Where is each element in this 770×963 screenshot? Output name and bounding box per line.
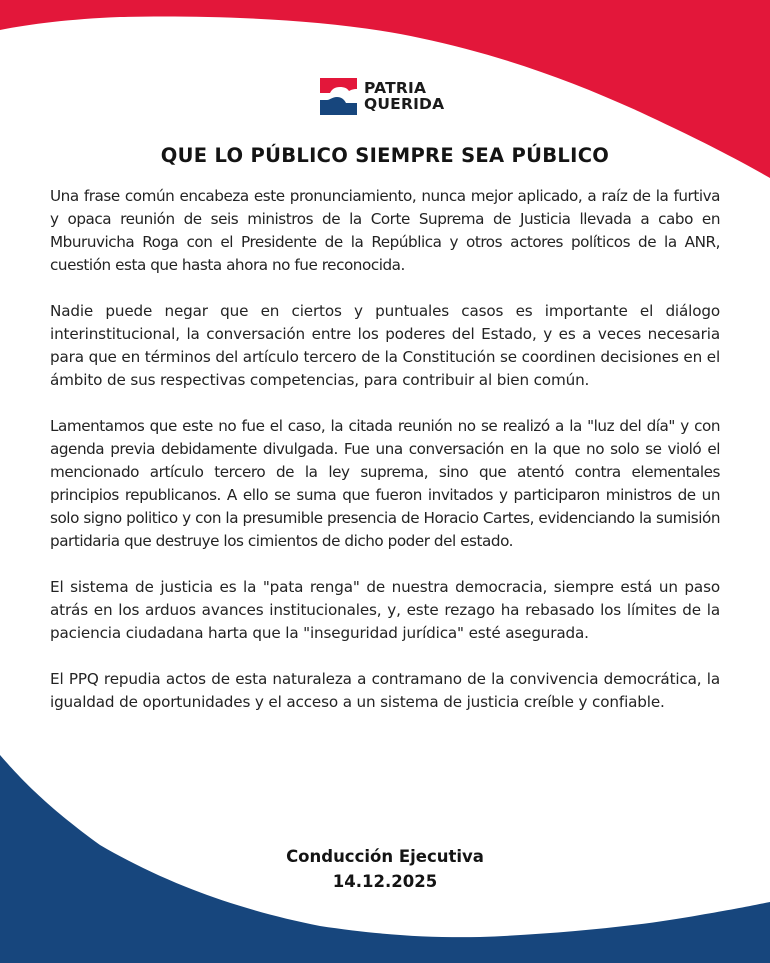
page-title: QUE LO PÚBLICO SIEMPRE SEA PÚBLICO: [160, 144, 610, 167]
logo-line-2: QUERIDA: [364, 95, 445, 113]
signature-block: [0, 844, 770, 894]
logo-wordmark: [364, 80, 444, 112]
paragraph-3: Lamentamos que este no fue el caso, la citada reunión no se realizó a la "luz del día" y con agenda previa debidamente divulgada. Fue una conversación en la que no solo se violó el mencionado artículo tercero de la ley suprema, sino que atentó contra elementales principios republicanos. A ello se suma que fueron invitados y participaron ministros de un solo signo politico y con la presumible presencia de Horacio Cartes, evidenciando la sumisión partidaria que destruye los cimientos de dicho poder del estado.: [50, 417, 720, 550]
signature-date: 14.12.2025: [332, 872, 438, 891]
paragraph-1: Una frase común encabeza este pronunciamiento, nunca mejor aplicado, a raíz de la furtiva y opaca reunión de seis ministros de la Corte Suprema de Justicia llevada a cabo en Mburuvicha Roga con el Presidente de la República y otros actores políticos de la ANR, cuestión esta que hasta ahora no fue reconocida.: [50, 187, 720, 274]
logo-line-1: PATRIA: [364, 79, 427, 97]
paragraph-4: El sistema de justicia es la "pata renga" de nuestra democracia, siempre está un paso atrás en los arduos avances institucionales, y, este rezago ha rebasado los límites de la paciencia ciudadana harta que la "inseguridad jurídica" esté asegurada.: [50, 578, 720, 642]
party-logo: [320, 77, 444, 115]
statement-body: [50, 185, 720, 737]
signature-author: Conducción Ejecutiva: [286, 847, 484, 866]
paragraph-2: Nadie puede negar que en ciertos y puntuales casos es importante el diálogo interinstitucional, la conversación entre los poderes del Estado, y es a veces necesaria para que en términos del artículo tercero de la Constitución se coordinen decisiones en el ámbito de sus respectivas competencias, para contribuir al bien común.: [50, 302, 721, 389]
paragraph-5: El PPQ repudia actos de esta naturaleza a contramano de la convivencia democrática, la igualdad de oportunidades y el acceso a un sistema de justicia creíble y confiable.: [50, 670, 720, 711]
patria-querida-flag-icon: [320, 78, 358, 115]
